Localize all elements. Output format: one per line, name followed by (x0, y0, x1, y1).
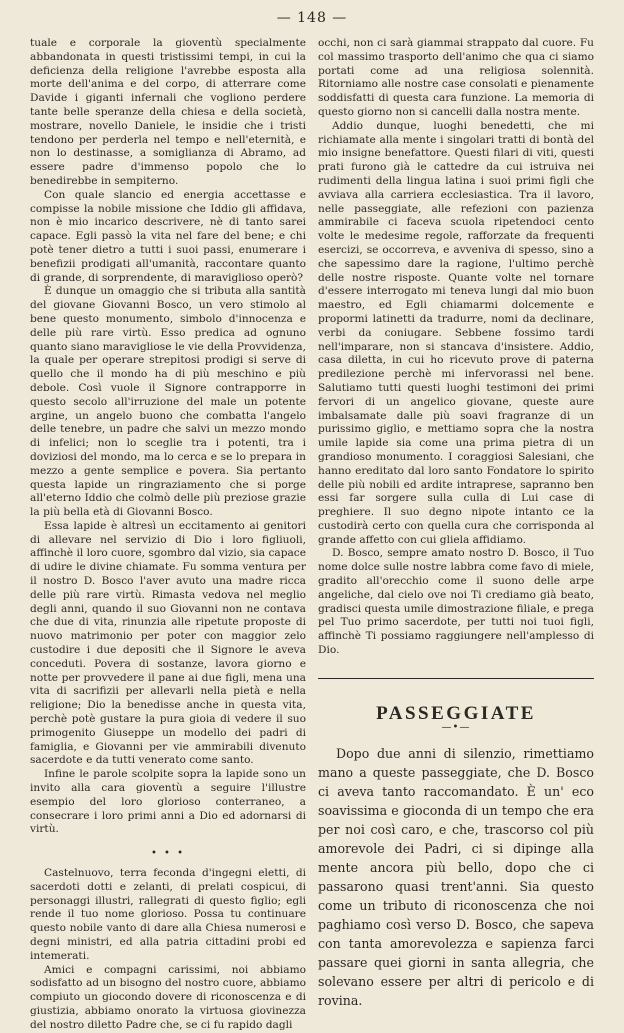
paragraph: Castelnuovo, terra feconda d'ingegni eletti, di sacerdoti dotti e zelanti, di prelati cospicui, di personaggi illustri, rallegrati di questo figlio; egli rende il tuo nome glorioso. Possa tu continuare questo nobile vanto di dare alla Chiesa numerosi e degni ministri, ed alla patria cittadini probi ed intemerati. (30, 867, 306, 962)
paragraph: Addio dunque, luoghi benedetti, che mi richiamate alla mente i singolari tratti di bontà del mio insigne benefattore. Questi filari di viti, questi prati furono già le cattedre da cui istruiva nei rudimenti della lingua latina i suoi primi figli che avviava alla carriera ecclesiastica. Tra il lavoro, nelle passeggiate, alle refezioni con pazienza ammirabile ci faceva scuola ripetendoci cento volte le medesime regole, rafforzate da frequenti esercizi, se occorreva, e avveniva di spesso, sino a che sapessimo dare la ragione, l'ultimo perchè delle nostre risposte. Quante volte nel tornare d'essere interrogato mi teneva lungi dal mio buon maestro, ed Egli chiamarmi dolcemente e propormi latinetti da tradurre, nomi da declinare, verbi da coniugare. Sebbene fossimo tardi nell'imparare, non si stancava d'insistere. Addio, casa diletta, in cui ho ricevuto prove di paterna predilezione perchè mi infervorassi nel bene. Salutiamo tutti questi luoghi testimoni dei primi fervori di un angelico giovane, queste aure imbalsamate dalle più soavi fragranze di un purissimo giglio, e mettiamo sopra che la nostra umile lapide sia come una prima pietra di un grandioso monumento. I coraggiosi Salesiani, che hanno ereditato dal loro santo Fondatore lo spirito delle più nobili ed ardite intraprese, sapranno ben essi far sorgere sulla culla di Lui case di preghiere. Il suo degno nipote intanto ce la custodirà certo con quella cura che corrisponda al grande affetto con cui gliela affidiamo. (318, 119, 594, 546)
section-title: PASSEGGIATE (376, 702, 536, 724)
right-column (318, 37, 594, 1010)
paragraph: Con quale slancio ed energia accettasse e compisse la nobile missione che Iddio gli affidava, non è mio incarico descrivere, nè di tanto sarei capace. Egli passò la vita nel fare del bene; e chi potè tener dietro a tutti i suoi passi, enumerare i benefizii prodigati all'umanità, raccontare quanto di grande, di sorprendente, di maraviglioso operò? (30, 188, 306, 284)
paragraph: D. Bosco, sempre amato nostro D. Bosco, il Tuo nome dolce sulle nostre labbra come favo di miele, gradito all'orecchio come il suono delle arpe angeliche, dal cielo ove noi Ti crediamo già beato, gradisci questa umile dimostrazione filiale, e prega pel Tuo primo sacerdote, per tutti noi tuoi figli, affinchè Ti possiamo raggiungere nell'amplesso di Dio. (318, 547, 594, 657)
paragraph: Dopo due anni di silenzio, rimettiamo mano a queste passeggiate, che D. Bosco ci aveva tanto raccomandato. È un' eco soavissima e gioconda di un tempo che era per noi così caro, e che, trascorso col più amorevole dei Padri, ci si dipinge alla mente ancora più bello, dopo che ci passarono quasi trent'anni. Sia questo come un tributo di riconoscenza che noi paghiamo così verso D. Bosco, che sapeva con tanta amorevolezza e sapienza farci passare quei giorni in santa allegria, che solevano essere per altri di pericolo e di rovina. (318, 746, 594, 1009)
page-number: — 148 — (276, 10, 348, 26)
section-rule (318, 678, 594, 679)
paragraph: Amici e compagni carissimi, noi abbiamo sodisfatto ad un bisogno del nostro cuore, abbiamo compiuto un giocondo dovere di riconoscenza e di giustizia, abbiamo onorato la virtuosa giovinezza del nostro diletto Padre che, se ci fu rapido dagli (30, 963, 306, 1031)
paragraph: Infine le parole scolpite sopra la lapide sono un invito alla cara gioventù a seguire l'illustre esempio del loro glorioso conterraneo, a consecrare i loro primi anni a Dio ed adornarsi di virtù. (30, 768, 306, 836)
paragraph: È dunque un omaggio che si tributa alla santità del giovane Giovanni Bosco, un vero stimolo al bene questo monumento, simbolo d'innocenza e delle più rare virtù. Esso predica ad ognuno quanto siano maravigliose le vie della Provvidenza, la quale per operare strepitosi prodigi si serve di quello che il mondo ha di più meschino e più debole. Così vuole il Signore contrapporre in questo secolo all'irruzione del male un potente argine, un angelo buono che combatta l'angelo delle tenebre, un padre che salvi un mezzo mondo di infelici; non lo sceglie tra i potenti, tra i doviziosi del mondo, ma lo cerca e se lo prepara in mezzo a gente semplice e povera. Sia pertanto questa lapide un ringraziamento che si porge all'eterno Iddio che colmò delle più preziose grazie la più bella età di Giovanni Bosco. (30, 285, 306, 519)
ornament-divider: • • • (150, 848, 186, 860)
paragraph: tuale e corporale la gioventù specialmente abbandonata in questi tristissimi tempi, in cui la deficienza della religione l'avrebbe esposta alla morte dell'anima e del corpo, di atterrare come Davide i giganti infernali che vogliono perdere tante belle speranze della chiesa e della società, mostrare, novello Daniele, le insidie che i tristi tendono per perderla nel tempo e nell'eternità, e non lo destinasse, a somiglianza di Abramo, ad essere padre d'immenso popolo che lo benedirebbe in sempiterno. (30, 37, 306, 187)
section-divider: —•— (441, 721, 471, 733)
paragraph: occhi, non ci sarà giammai strappato dal cuore. Fu col massimo trasporto dell'animo che qua ci siamo portati come ad una religiosa solennità. Ritorniamo alle nostre case consolati e pienamente soddisfatti di questa cara funzione. La memoria di questo giorno non si cancelli dalla nostra mente. (318, 37, 594, 118)
left-column (30, 37, 306, 1033)
paragraph: Essa lapide è altresì un eccitamento ai genitori di allevare nel servizio di Dio i loro figliuoli, affinchè il loro cuore, sgombro dal vizio, sia capace di udire le divine chiamate. Fu somma ventura per il nostro D. Bosco l'aver avuto una madre ricca delle più rare virtù. Rimasta vedova nel meglio degli anni, quando il suo Giovanni non ne contava che due di vita, rinunzia alle ripetute proposte di nuovo matrimonio per poter con maggior zelo custodire i due depositi che il Signore le aveva conceduti. Povera di sostanze, lavora giorno e notte per provvedere il pane ai due figli, mena una vita di sacrifizii per allevarli nella pietà e nella religione; Dio la benedisse anche in questa vita, perchè potè gustare la pura gioia di vedere il suo primogenito Giuseppe un modello dei padri di famiglia, e Giovanni per vie ammirabili divenuto sacerdote e da tutti venerato come santo. (30, 519, 306, 767)
